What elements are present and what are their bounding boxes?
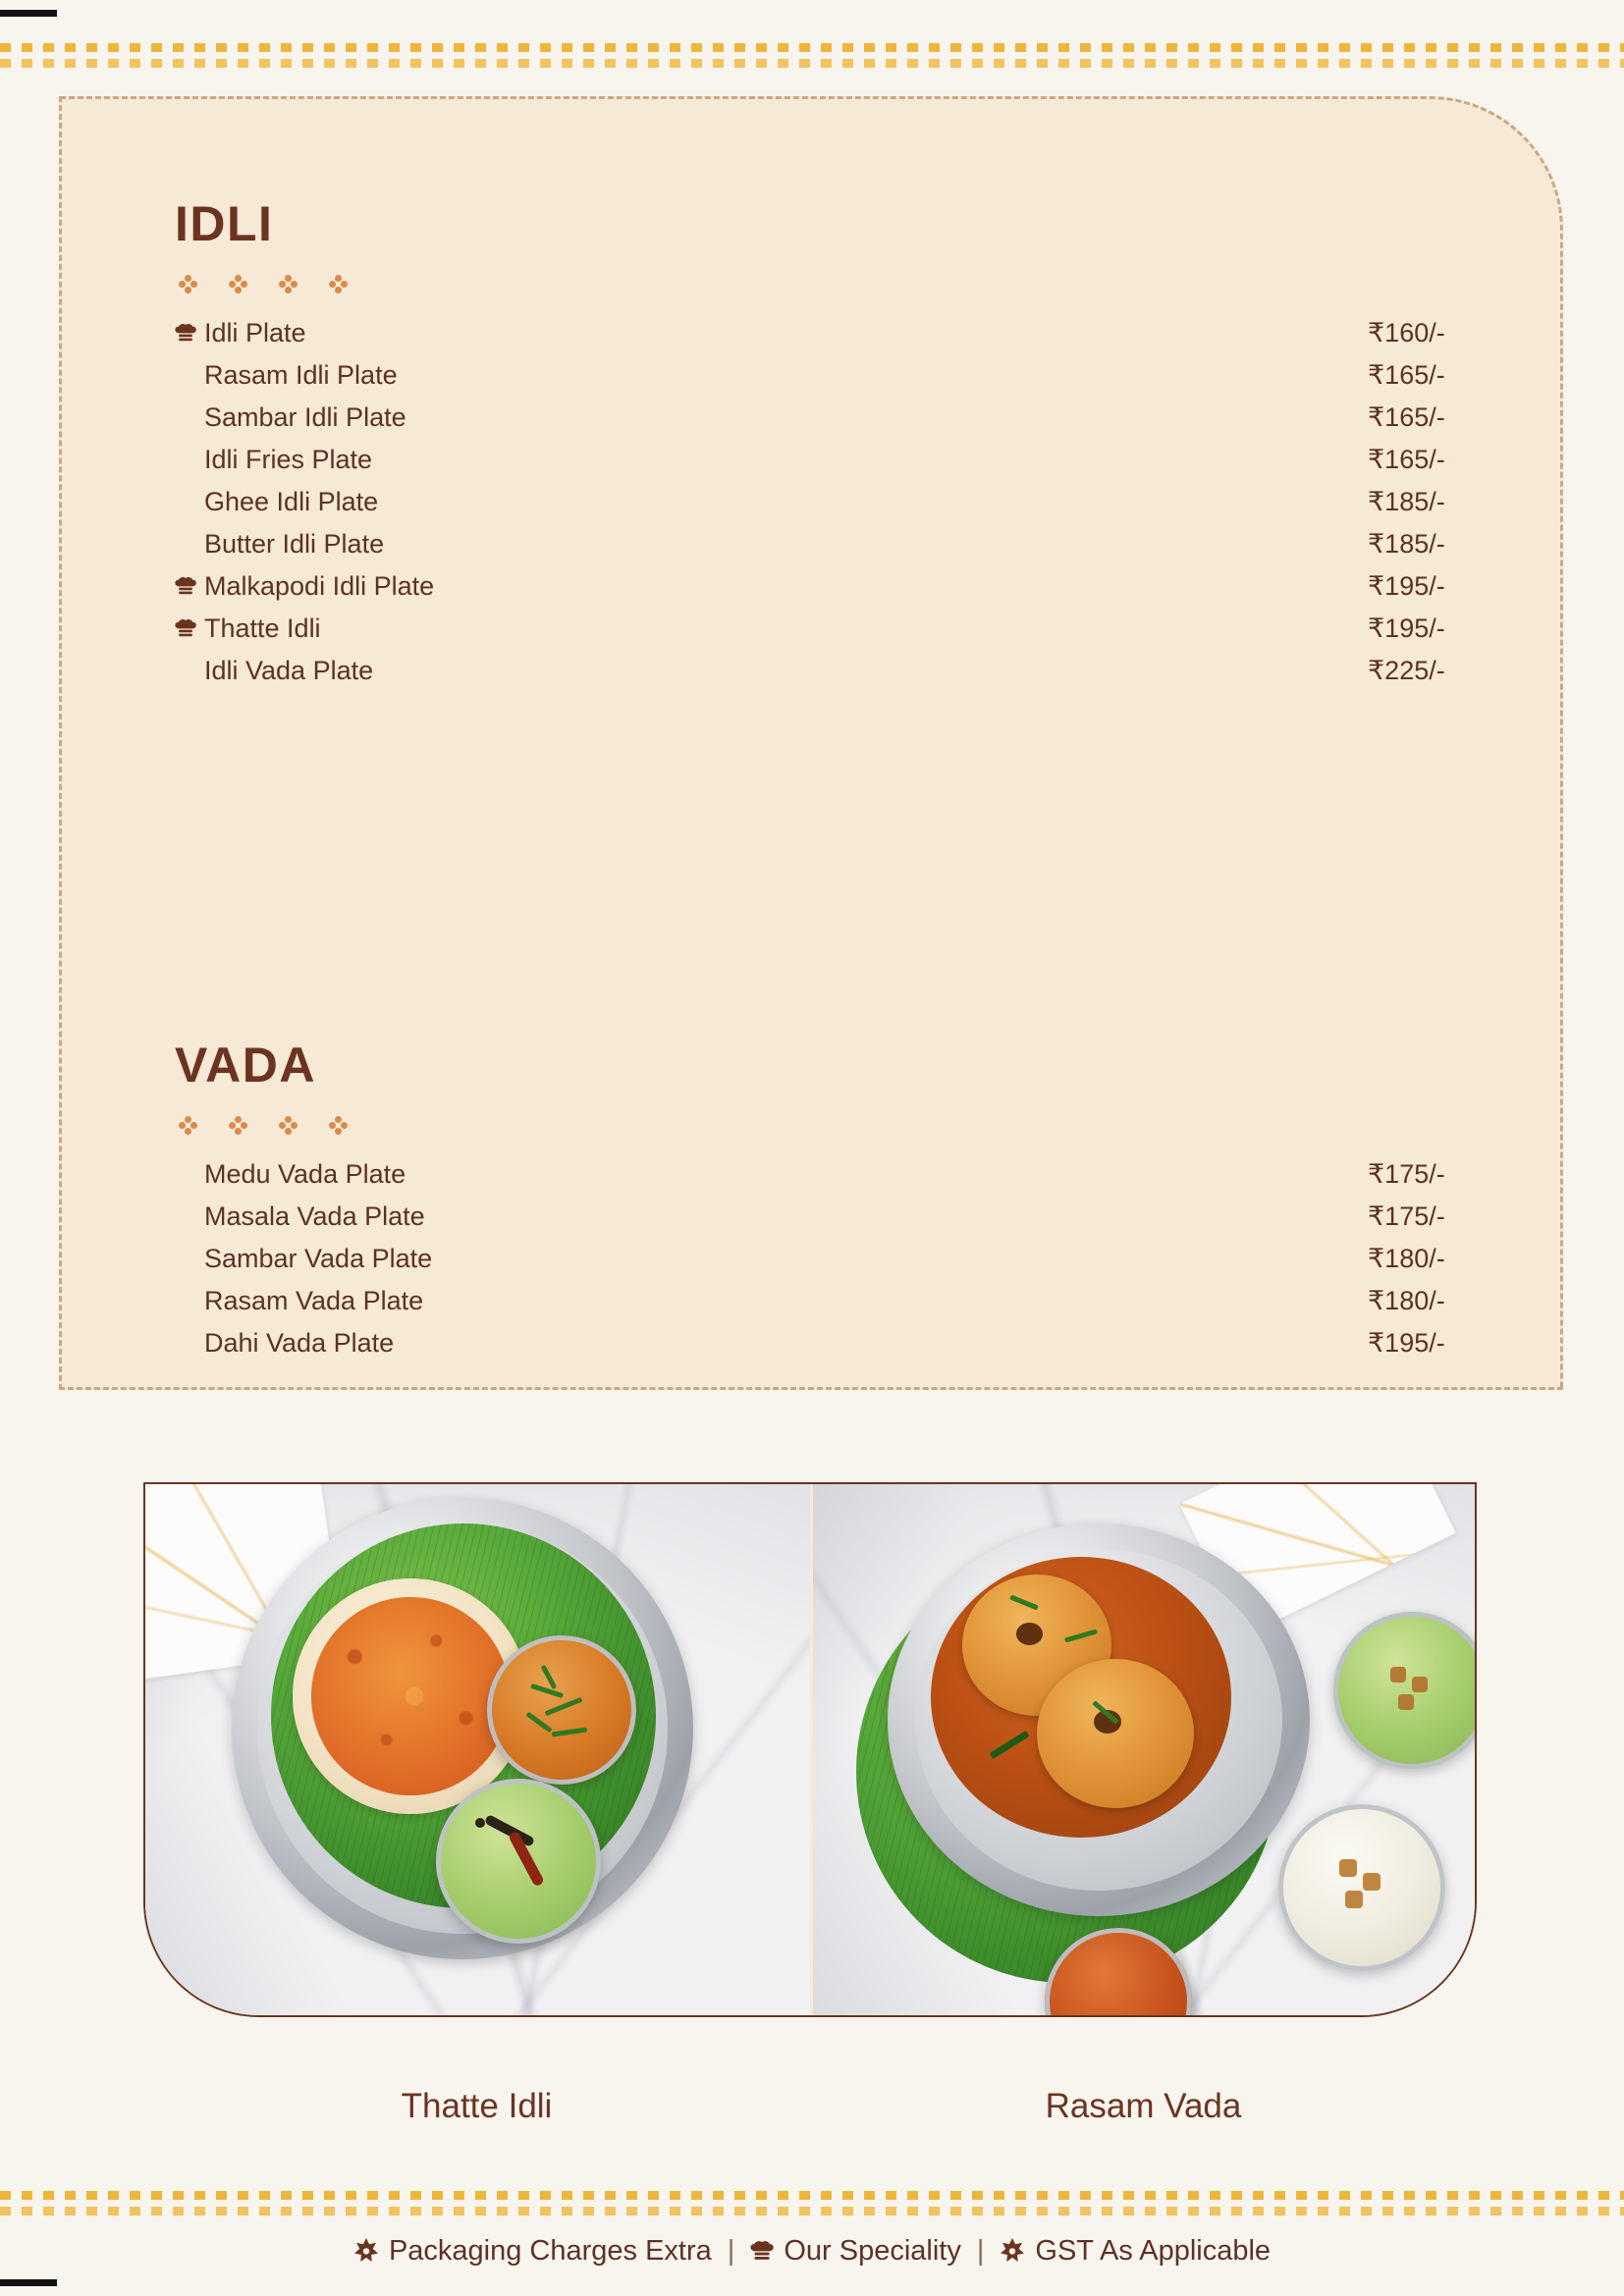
- menu-item-row[interactable]: [175, 445, 1445, 487]
- menu-item-row[interactable]: [175, 656, 1445, 698]
- menu-item-name: Thatte Idli: [204, 614, 321, 643]
- menu-item-name: Masala Vada Plate: [204, 1201, 425, 1231]
- footer-gst-note: [1000, 2235, 1271, 2268]
- menu-item-name: Medu Vada Plate: [204, 1159, 406, 1189]
- ornament-row-vada: [179, 1116, 349, 1136]
- menu-item-row[interactable]: [175, 1244, 1445, 1286]
- menu-item-row[interactable]: [175, 1328, 1445, 1370]
- menu-item-price: ₹165/-: [1368, 402, 1445, 432]
- menu-item-row[interactable]: [175, 402, 1445, 445]
- menu-item-name: Dahi Vada Plate: [204, 1328, 395, 1358]
- menu-item-list-vada: [175, 1159, 1445, 1370]
- coconut-chutney-bowl: [1278, 1804, 1445, 1971]
- menu-item-name: Sambar Vada Plate: [204, 1244, 433, 1273]
- menu-item-price: ₹165/-: [1368, 445, 1445, 474]
- diamond-dots-ornament-icon: [179, 275, 198, 294]
- menu-item-list-idli: [175, 318, 1445, 698]
- medu-vada: [1037, 1659, 1194, 1808]
- menu-item-name: Rasam Vada Plate: [204, 1286, 424, 1315]
- menu-item-name: Sambar Idli Plate: [204, 402, 406, 432]
- chef-hat-icon: [750, 2241, 774, 2263]
- menu-item-row[interactable]: [175, 360, 1445, 402]
- footer-packaging-label: Packaging Charges Extra: [388, 2235, 712, 2267]
- star-flower-icon: [1000, 2238, 1025, 2265]
- footer-packaging-charges: [353, 2235, 712, 2268]
- food-photo-strip: [143, 1482, 1477, 2017]
- footer-separator: |: [727, 2235, 735, 2267]
- footer-note: [0, 2235, 1624, 2268]
- menu-item-row[interactable]: [175, 614, 1445, 656]
- menu-item-name: Idli Fries Plate: [204, 445, 373, 474]
- menu-item-name: Rasam Idli Plate: [204, 360, 398, 390]
- diamond-dots-ornament-icon: [229, 1116, 248, 1136]
- menu-item-price: ₹195/-: [1368, 1328, 1445, 1358]
- green-chutney-bowl: [436, 1779, 601, 1944]
- chef-hat-icon: [175, 619, 204, 639]
- menu-item-name: Idli Plate: [204, 318, 306, 347]
- menu-item-price: ₹195/-: [1368, 614, 1445, 643]
- diamond-dots-ornament-icon: [329, 275, 349, 294]
- photo-caption-thatte-idli: Thatte Idli: [401, 2087, 553, 2125]
- thatte-idli-photo: [145, 1484, 810, 2015]
- diamond-dots-ornament-icon: [229, 275, 248, 294]
- menu-item-price: ₹225/-: [1368, 656, 1445, 685]
- diamond-dots-ornament-icon: [179, 1116, 198, 1136]
- menu-item-price: ₹175/-: [1368, 1159, 1445, 1189]
- menu-item-price: ₹160/-: [1368, 318, 1445, 347]
- section-title-idli: IDLI: [175, 196, 274, 251]
- photo-captions: [143, 2087, 1477, 2126]
- menu-item-row[interactable]: [175, 487, 1445, 529]
- footer-speciality-label: Our Speciality: [784, 2235, 961, 2267]
- section-vada: [175, 1038, 1445, 1370]
- crop-mark-top-left: [0, 10, 57, 17]
- menu-item-name: Butter Idli Plate: [204, 529, 385, 559]
- rasam-vada-photo: [810, 1484, 1475, 2015]
- gold-dash-rule-bottom-outer: [0, 2191, 1624, 2200]
- footer-gst-label: GST As Applicable: [1035, 2235, 1272, 2267]
- menu-item-price: ₹165/-: [1368, 360, 1445, 390]
- menu-item-row[interactable]: [175, 318, 1445, 360]
- diamond-dots-ornament-icon: [279, 1116, 298, 1136]
- menu-item-price: ₹195/-: [1368, 571, 1445, 601]
- gold-dash-rule-top-inner: [0, 59, 1624, 68]
- star-flower-icon: [353, 2238, 379, 2265]
- menu-item-price: ₹175/-: [1368, 1201, 1445, 1231]
- gold-dash-rule-top-outer: [0, 43, 1624, 52]
- menu-item-price: ₹180/-: [1368, 1286, 1445, 1315]
- menu-item-row[interactable]: [175, 1201, 1445, 1244]
- sambar-bowl: [487, 1635, 636, 1785]
- menu-item-row[interactable]: [175, 1159, 1445, 1201]
- menu-item-name: Ghee Idli Plate: [204, 487, 379, 516]
- ornament-row-idli: [179, 275, 349, 294]
- footer-our-speciality: [750, 2235, 961, 2268]
- menu-item-price: ₹185/-: [1368, 487, 1445, 516]
- photo-caption-rasam-vada: Rasam Vada: [1045, 2087, 1242, 2125]
- diamond-dots-ornament-icon: [329, 1116, 349, 1136]
- menu-item-price: ₹185/-: [1368, 529, 1445, 559]
- footer-separator: |: [976, 2235, 985, 2267]
- chef-hat-icon: [175, 324, 204, 344]
- chef-hat-icon: [175, 577, 204, 597]
- menu-item-row[interactable]: [175, 1286, 1445, 1328]
- gold-dash-rule-bottom-inner: [0, 2207, 1624, 2216]
- menu-item-price: ₹180/-: [1368, 1244, 1445, 1273]
- diamond-dots-ornament-icon: [279, 275, 298, 294]
- section-idli: [175, 196, 1445, 698]
- menu-item-row[interactable]: [175, 529, 1445, 571]
- malkapodi-topping: [311, 1597, 510, 1795]
- menu-item-name: Malkapodi Idli Plate: [204, 571, 435, 601]
- menu-item-row[interactable]: [175, 571, 1445, 614]
- section-title-vada: VADA: [175, 1038, 316, 1093]
- crop-mark-bottom-left: [0, 2279, 57, 2286]
- menu-item-name: Idli Vada Plate: [204, 656, 374, 685]
